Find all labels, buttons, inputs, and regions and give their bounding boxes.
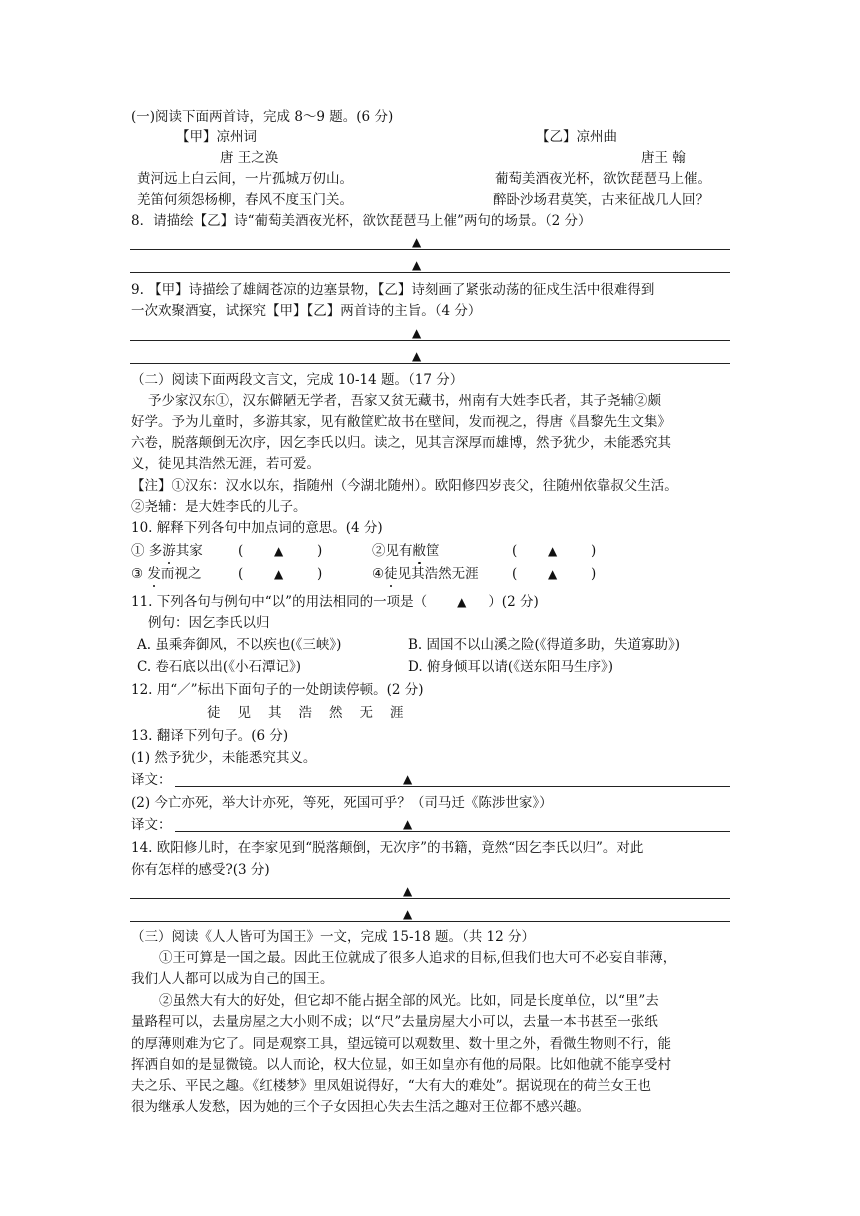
s3-para2-line: 挥洒自如的是显微镜。以人而论，权大位显，如王如皇亦有他的局限。比如他就不能享受村	[131, 1057, 671, 1073]
answer-marker: ▲	[403, 884, 413, 898]
q13-label-2: 译文：	[131, 817, 172, 833]
s3-para2-line: 量路程可以，去量房屋之大小则不成；以“尺”去量房屋大小可以，去量一本书甚至一张纸	[131, 1014, 658, 1030]
question-8: 8．请描绘【乙】诗“葡萄美酒夜光杯，欲饮琵琶马上催”两句的场景。（2 分）	[131, 213, 592, 229]
answer-marker[interactable]: ▲	[457, 595, 467, 609]
poem-a-line1: 黄河远上白云间，一片孤城万仞山。	[137, 171, 353, 187]
s3-para1-line: 我们人人都可以成为自己的国王。	[131, 971, 334, 987]
q10-paren-open: (	[238, 543, 244, 559]
answer-line[interactable]	[175, 831, 730, 832]
question-9-line2: 一次欢聚酒宴，试探究【甲】【乙】两首诗的主旨。（4 分）	[131, 303, 482, 319]
question-14-line2: 你有怎样的感受?(3 分)	[131, 862, 270, 878]
s3-para1-line: ①王可算是一国之最。因此王位就成了很多人追求的目标,但我们也大可不必妄自菲薄，	[159, 950, 677, 966]
answer-line[interactable]	[130, 363, 730, 364]
q13-sentence-1: (1) 然予犹少，未能悉究其义。	[131, 750, 317, 766]
poem-b-author: 唐王 翰	[641, 150, 686, 166]
answer-line[interactable]	[175, 786, 730, 787]
answer-marker[interactable]: ▲	[548, 544, 558, 558]
q10-paren-open: (	[238, 566, 244, 582]
answer-marker[interactable]: ▲	[274, 567, 284, 581]
q10-item-2: ②见有敝筐	[372, 543, 440, 559]
q11-example: 例句：因乞李氏以归	[148, 615, 270, 631]
q13-label-1: 译文：	[131, 772, 172, 788]
s3-para2-line: ②虽然大有大的好处，但它却不能占据全部的风光。比如，同是长度单位，以“里”去	[159, 993, 659, 1009]
passage-line: 予少家汉东①，汉东僻陋无学者，吾家又贫无藏书，州南有大姓李氏者，其子尧辅②颇	[148, 393, 661, 409]
q11-option-a[interactable]: A. 虽乘奔御风，不以疾也(《三峡》)	[137, 637, 342, 653]
passage-line: 义，徒见其浩然无涯，若可爱。	[131, 456, 320, 472]
question-10-header: 10. 解释下列各句中加点词的意思。(4 分)	[131, 520, 383, 536]
q10-paren-close: )	[317, 566, 323, 582]
poem-b-title: 【乙】凉州曲	[536, 129, 617, 145]
question-14-line1: 14. 欧阳修儿时，在李家见到“脱落颠倒，无次序”的书籍，竟然“因乞李氏以归”。对此	[131, 840, 644, 856]
section3-header: （三）阅读《人人皆可为国王》一文，完成 15-18 题。（共 12 分）	[131, 929, 536, 945]
q10-item-4: ④徒见其浩然无涯	[372, 566, 479, 582]
q11-option-c[interactable]: C. 卷石底以出(《小石潭记》)	[137, 659, 301, 675]
q10-item-1: ① 多游其家	[131, 543, 203, 559]
answer-marker: ▲	[412, 326, 422, 340]
answer-line[interactable]	[130, 272, 730, 273]
question-11-header: 11. 下列各句与例句中“以”的用法相同的一项是（ ▲ ）(2 分)	[131, 594, 539, 610]
s3-para2-line: 的厚薄则难为它了。同是观察工具，望远镜可以观数里、数十里之外，看微生物则不行，能	[131, 1036, 671, 1052]
note-line: 【注】①汉东：汉水以东，指随州（今湖北随州）。欧阳修四岁丧父，往随州依靠叔父生活。	[131, 478, 678, 494]
note-line: ②尧辅：是大姓李氏的儿子。	[131, 499, 307, 515]
answer-marker: ▲	[412, 258, 422, 272]
answer-marker: ▲	[412, 235, 422, 249]
poem-a-title: 【甲】凉州词	[176, 129, 257, 145]
passage-line: 好学。予为儿童时，多游其家，见有敝筐贮故书在壁间，发而视之，得唐《昌黎先生文集》	[131, 414, 671, 430]
section2-header: （二）阅读下面两段文言文，完成 10-14 题。（17 分）	[131, 372, 464, 388]
answer-marker: ▲	[403, 772, 413, 786]
dotted-word: 敝	[412, 543, 426, 559]
question-12-header: 12. 用“／”标出下面句子的一处朗读停顿。(2 分)	[131, 682, 424, 698]
question-13-header: 13. 翻译下列句子。(6 分)	[131, 728, 289, 744]
poem-a-author: 唐 王之涣	[220, 150, 279, 166]
question-9-line1: 9. 【甲】诗描绘了雄阔苍凉的边塞景物，【乙】诗刻画了紧张动荡的征戍生活中很难得到	[131, 282, 655, 298]
poem-b-line2: 醉卧沙场君莫笑，古来征战几人回？	[493, 192, 709, 208]
answer-marker: ▲	[403, 817, 413, 831]
dotted-word: 徒	[384, 566, 398, 582]
q10-paren-open: (	[512, 566, 518, 582]
q10-paren-open: (	[512, 543, 518, 559]
passage-line: 六卷，脱落颠倒无次序，因乞李氏以归。读之，见其言深厚而雄博，然予犹少，未能悉究其	[131, 435, 671, 451]
q10-paren-close: )	[591, 566, 597, 582]
s3-para2-line: 很为继承人发愁，因为她的三个子女因担心失去生活之趣对王位都不感兴趣。	[131, 1099, 590, 1115]
q10-paren-close: )	[591, 543, 597, 559]
poem-b-line1: 葡萄美酒夜光杯，欲饮琵琶马上催。	[495, 171, 711, 187]
s3-para2-line: 夫之乐、平民之趣。《红楼梦》里凤姐说得好，“大有大的难处”。据说现在的荷兰女王也	[131, 1078, 652, 1094]
answer-line[interactable]	[130, 898, 730, 899]
answer-marker: ▲	[403, 907, 413, 921]
poem-a-line2: 羌笛何须怨杨柳，春风不度玉门关。	[137, 192, 353, 208]
section1-header: (一)阅读下面两首诗，完成 8～9 题。(6 分)	[131, 109, 394, 125]
dotted-word: 游	[162, 543, 176, 559]
answer-line[interactable]	[130, 340, 730, 341]
answer-marker: ▲	[412, 349, 422, 363]
answer-marker[interactable]: ▲	[548, 567, 558, 581]
q10-paren-close: )	[317, 543, 323, 559]
q13-sentence-2: (2) 今亡亦死，举大计亦死，等死，死国可乎？（司马迁《陈涉世家》）	[131, 795, 553, 811]
q12-sentence[interactable]: 徒见其浩然无涯	[207, 705, 421, 721]
q11-option-d[interactable]: D. 俯身倾耳以请(《送东阳马生序》)	[408, 659, 613, 675]
answer-marker[interactable]: ▲	[274, 544, 284, 558]
q11-option-b[interactable]: B. 固国不以山溪之险(《得道多助，失道寡助》)	[408, 637, 681, 653]
answer-line[interactable]	[130, 249, 730, 250]
q10-item-3: ③ 发而视之	[131, 566, 202, 582]
dotted-word: 发	[147, 566, 161, 582]
answer-line[interactable]	[130, 921, 730, 922]
